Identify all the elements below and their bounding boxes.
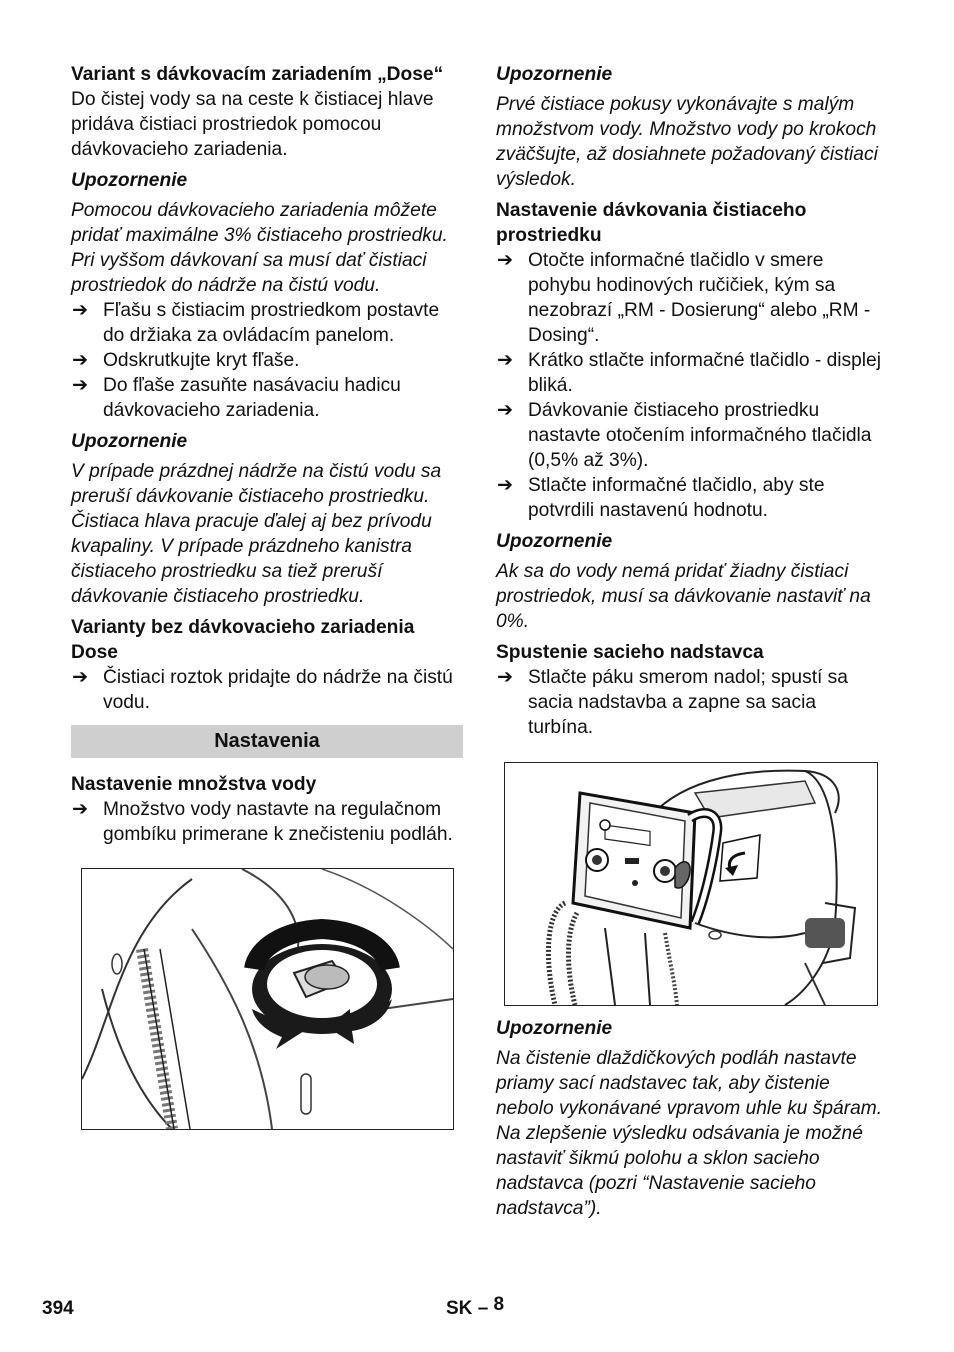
note-text: V prípade prázdnej nádrže na čistú vodu sa preruší dávkovanie čistiaceho prostriedku. Čistiaca hlava pracuje ďalej aj bez prívodu kvapaliny. V prípade prázdneho kanistra čistiaceho prostriedku sa tiež preruší dávkovanie čistiaceho prostriedku.	[71, 461, 442, 607]
arrow-right-icon: ➔	[72, 375, 89, 396]
water-knob-drawing	[82, 869, 453, 1129]
list-item	[496, 348, 884, 398]
step-list	[496, 248, 884, 523]
step-text: Množstvo vody nastavte na regulačnom gombíku primerane k znečisteniu podláh.	[103, 799, 453, 845]
step-text: Otočte informačné tlačidlo v smere pohybu hodinových ručičiek, kým sa nezobrazí „RM - Dosierung“ alebo „RM - Dosing“.	[528, 250, 871, 346]
list-item	[496, 473, 884, 523]
note-title: Upozornenie	[496, 1018, 613, 1039]
page-number: 394	[42, 1298, 74, 1319]
arrow-right-icon: ➔	[497, 667, 514, 688]
step-text: Fľašu s čistiacim prostriedkom postavte do držiaka za ovládacím panelom.	[103, 300, 440, 346]
heading-water-amount: Nastavenie množstva vody	[71, 774, 317, 795]
step-text: Stlačte informačné tlačidlo, aby ste potvrdili nastavenú hodnotu.	[528, 475, 825, 521]
machine-drawing	[505, 763, 877, 1005]
list-item	[71, 797, 463, 847]
step-text: Stlačte páku smerom nadol; spustí sa sacia nadstavba a zapne sa sacia turbína.	[528, 667, 848, 738]
heading-dose-variant: Variant s dávkovacím zariadením „Dose“	[71, 64, 444, 85]
footer-section-label	[446, 1296, 504, 1321]
arrow-right-icon: ➔	[72, 350, 89, 371]
list-item	[71, 348, 463, 373]
machine-control-panel-illustration	[504, 762, 878, 1006]
arrow-right-icon: ➔	[72, 300, 89, 321]
step-text: Do fľaše zasuňte nasávaciu hadicu dávkovacieho zariadenia.	[103, 375, 401, 421]
note-text: Na čistenie dlaždičkových podláh nastavte priamy sací nadstavec tak, aby čistenie nebolo vykonávané vpravom uhle ku špáram.	[496, 1048, 883, 1119]
arrow-right-icon: ➔	[497, 250, 514, 271]
note-text: Pomocou dávkovacieho zariadenia môžete pridať maximálne 3% čistiaceho prostriedku. Pri vyššom dávkovaní sa musí dať čistiaci prostriedok do nádrže na čistú vodu.	[71, 200, 448, 296]
note-title: Upozornenie	[496, 64, 613, 85]
step-list	[71, 298, 463, 423]
list-item	[71, 298, 463, 348]
note-title: Upozornenie	[71, 170, 188, 191]
list-item	[71, 665, 463, 715]
water-knob-illustration	[81, 868, 454, 1130]
note-title: Upozornenie	[496, 531, 613, 552]
step-text: Odskrutkujte kryt fľaše.	[103, 350, 300, 371]
right-column	[496, 62, 884, 1221]
note-text: Na zlepšenie výsledku odsávania je možné nastaviť šikmú polohu a sklon sacieho nadstavca (pozri “Nastavenie sacieho nadstavca”).	[496, 1123, 863, 1219]
note-title: Upozornenie	[71, 431, 188, 452]
list-item	[496, 248, 884, 348]
arrow-right-icon: ➔	[497, 475, 514, 496]
list-item	[496, 665, 884, 740]
arrow-right-icon: ➔	[497, 350, 514, 371]
list-item	[496, 398, 884, 473]
note-text: Ak sa do vody nemá pridať žiadny čistiaci prostriedok, musí sa dávkovanie nastaviť na 0%.	[496, 561, 871, 632]
arrow-right-icon: ➔	[497, 400, 514, 421]
note-text: Prvé čistiace pokusy vykonávajte s malým množstvom vody. Množstvo vody po krokoch zväčšujte, až dosiahnete požadovaný čistiaci výsledok.	[496, 94, 878, 190]
heading-no-dose-variant: Varianty bez dávkovacieho zariadenia Dose	[71, 617, 415, 663]
heading-suction-start: Spustenie sacieho nadstavca	[496, 642, 764, 663]
step-text: Krátko stlačte informačné tlačidlo - displej bliká.	[528, 350, 881, 396]
step-text: Dávkovanie čistiaceho prostriedku nastavte otočením informačného tlačidla (0,5% až 3%).	[528, 400, 872, 471]
section-heading-bar: Nastavenia	[71, 725, 463, 758]
left-column	[71, 62, 463, 1130]
paragraph-dose-intro: Do čistej vody sa na ceste k čistiacej hlave pridáva čistiaci prostriedok pomocou dávkovacieho zariadenia.	[71, 89, 434, 160]
heading-detergent-dosing: Nastavenie dávkovania čistiaceho prostriedku	[496, 200, 807, 246]
section-page-number: 8	[493, 1294, 505, 1315]
language-code: SK	[446, 1298, 473, 1319]
footer-dash: –	[477, 1298, 489, 1319]
arrow-right-icon: ➔	[72, 799, 89, 820]
step-text: Čistiaci roztok pridajte do nádrže na čistú vodu.	[103, 667, 453, 713]
arrow-right-icon: ➔	[72, 667, 89, 688]
list-item	[71, 373, 463, 423]
